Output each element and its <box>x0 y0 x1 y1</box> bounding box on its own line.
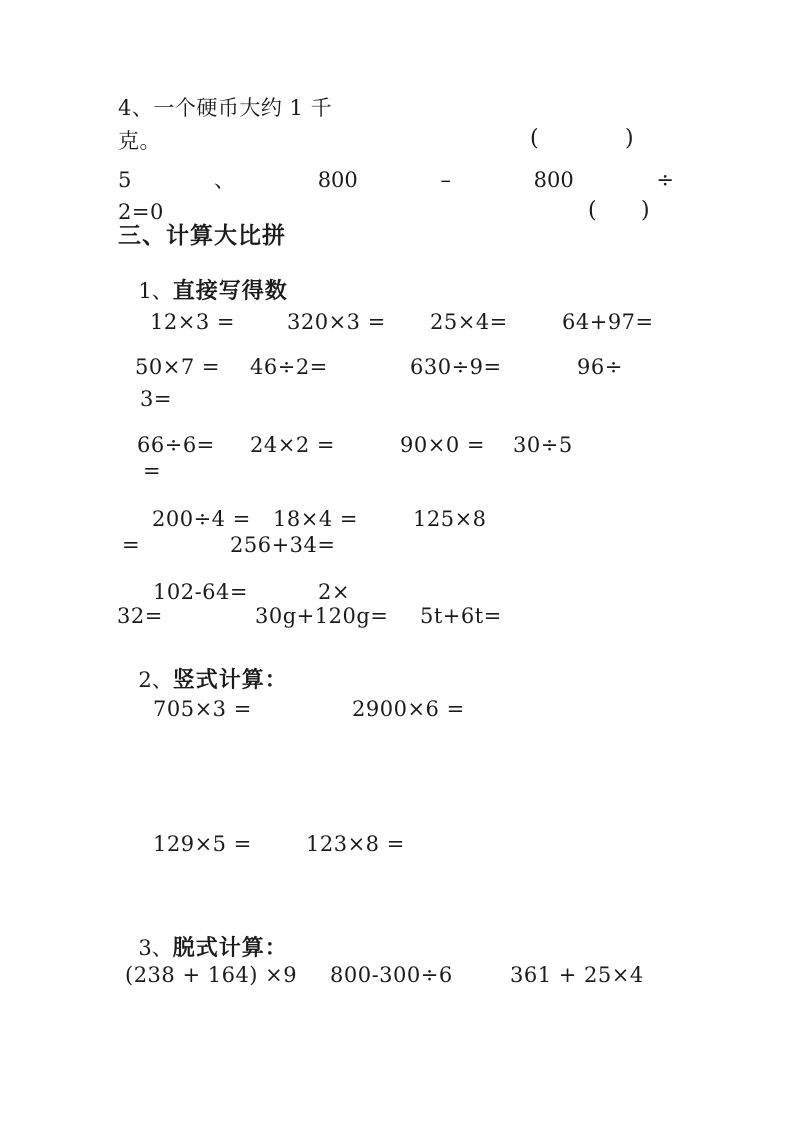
vertical-calc-problem: 123×8 = <box>306 832 405 856</box>
judge-item5-operand2: 800 <box>533 168 574 192</box>
subsection1-number: 1、 <box>138 278 173 303</box>
vertical-calc-problem: 129×5 = <box>153 832 252 856</box>
calc-problem: 2× <box>318 580 350 604</box>
calc-problem: 50×7 = <box>135 355 220 379</box>
calc-problem: 18×4 = <box>273 507 358 531</box>
stepwise-calc-problem: (238 + 164) ×9 <box>125 963 298 987</box>
calc-problem: 64+97= <box>562 310 654 334</box>
section-heading-calculation: 三、计算大比拼 <box>118 223 286 249</box>
calc-problem: 30g+120g= <box>255 604 389 628</box>
judge-item4-line2: 克。 <box>118 129 161 153</box>
calc-problem: 630÷9= <box>410 355 502 379</box>
calc-problem: 256+34= <box>230 533 336 557</box>
judge-item5-number: 5 <box>118 168 132 192</box>
judge-item5-line1 <box>118 168 674 192</box>
judge-item4-answer-paren-close: ) <box>625 126 634 151</box>
judge-item4-line1: 4、一个硬币大约 1 千 <box>118 96 333 120</box>
calc-problem-wrap: = <box>122 533 141 557</box>
calc-problem: 46÷2= <box>250 355 328 379</box>
calc-problem-wrap: 32= <box>117 604 163 628</box>
calc-problem: 30÷5 <box>513 433 573 457</box>
subsection1-title: 直接写得数 <box>172 278 288 304</box>
judge-item5-operand1: 800 <box>317 168 358 192</box>
subsection3-number: 3、 <box>138 935 173 960</box>
calc-problem: 320×3 = <box>287 310 386 334</box>
judge-item4-answer-paren-open: ( <box>530 126 539 151</box>
subsection2-title: 竖式计算： <box>172 667 288 693</box>
subsection2-number: 2、 <box>138 667 173 692</box>
calc-problem: 90×0 = <box>400 433 485 457</box>
judge-item5-answer-paren-close: ) <box>641 198 650 223</box>
stepwise-calc-problem: 361 + 25×4 <box>510 963 644 987</box>
subsection3-title: 脱式计算： <box>172 935 288 961</box>
judge-item5-divide: ÷ <box>656 168 674 192</box>
calc-problem: 12×3 = <box>150 310 235 334</box>
judge-item5-line2: 2=0 <box>118 200 164 224</box>
calc-problem: 200÷4 = <box>152 507 251 531</box>
judge-item5-minus: – <box>440 168 451 192</box>
judge-item5-comma: 、 <box>214 168 236 192</box>
stepwise-calc-problem: 800-300÷6 <box>330 963 453 987</box>
calc-problem: 96÷ <box>577 355 623 379</box>
vertical-calc-problem: 2900×6 = <box>352 697 465 721</box>
calc-problem: 5t+6t= <box>420 604 502 628</box>
calc-problem-wrap: 3= <box>140 387 172 411</box>
vertical-calc-problem: 705×3 = <box>153 697 252 721</box>
calc-problem: 102-64= <box>153 580 248 604</box>
calc-problem: 25×4= <box>430 310 508 334</box>
calc-problem: 125×8 <box>413 507 487 531</box>
judge-item5-answer-paren-open: ( <box>588 198 597 223</box>
calc-problem-wrap: = <box>143 459 162 483</box>
calc-problem: 24×2 = <box>250 433 335 457</box>
calc-problem: 66÷6= <box>137 433 215 457</box>
